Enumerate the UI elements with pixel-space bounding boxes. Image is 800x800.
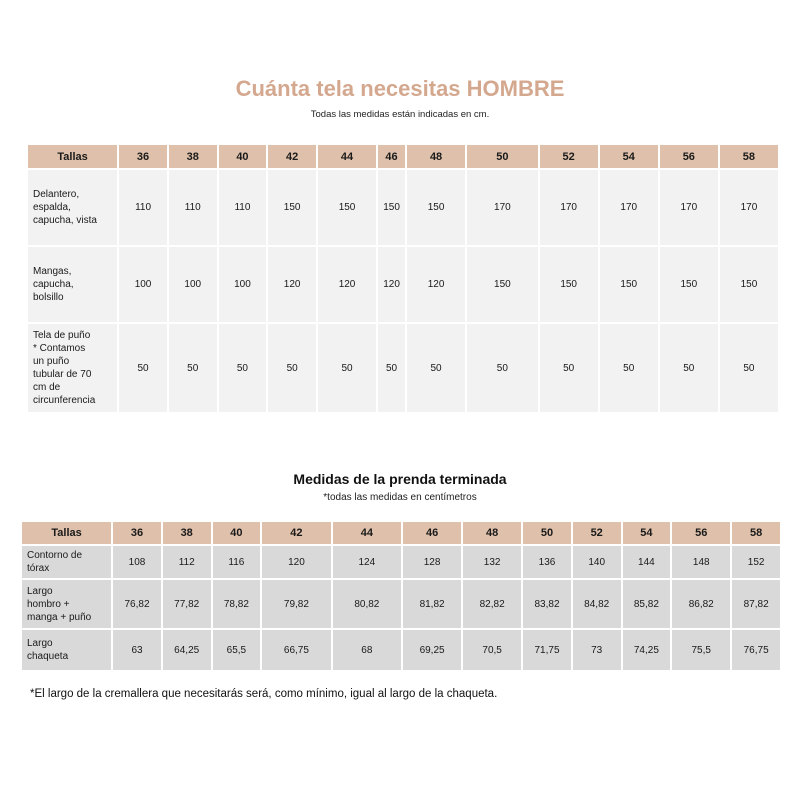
value-cell: 80,82 bbox=[333, 580, 401, 628]
row-label-line: bolsillo bbox=[33, 292, 64, 303]
value-cell: 124 bbox=[333, 546, 401, 578]
value-cell: 69,25 bbox=[403, 630, 461, 670]
value-cell: 74,25 bbox=[623, 630, 671, 670]
value-cell: 136 bbox=[523, 546, 571, 578]
row-label-line: Delantero, bbox=[33, 189, 80, 200]
value-cell: 77,82 bbox=[163, 580, 211, 628]
size-header-cell: 58 bbox=[732, 522, 780, 544]
value-cell: 110 bbox=[169, 170, 217, 245]
value-cell: 81,82 bbox=[403, 580, 461, 628]
value-cell: 148 bbox=[672, 546, 730, 578]
value-cell: 75,5 bbox=[672, 630, 730, 670]
size-header-cell: 50 bbox=[467, 145, 538, 168]
size-header-cell: 44 bbox=[318, 145, 376, 168]
table-header-row bbox=[22, 522, 780, 544]
size-header-cell: 44 bbox=[333, 522, 401, 544]
table-row bbox=[22, 546, 780, 578]
value-cell: 50 bbox=[169, 324, 217, 412]
value-cell: 50 bbox=[540, 324, 598, 412]
value-cell: 82,82 bbox=[463, 580, 521, 628]
table-row bbox=[28, 324, 778, 412]
row-label-line: manga + puño bbox=[27, 611, 92, 623]
row-label-line: Largo bbox=[27, 638, 53, 649]
section-subtitle: *todas las medidas en centímetros bbox=[323, 492, 477, 503]
row-label-line: Mangas, bbox=[33, 266, 72, 277]
value-cell: 110 bbox=[219, 170, 267, 245]
row-label-line: tubular de 70 bbox=[33, 369, 92, 380]
size-header-cell: 36 bbox=[113, 522, 161, 544]
value-cell: 70,5 bbox=[463, 630, 521, 670]
header-cell-tallas: Tallas bbox=[22, 522, 111, 544]
value-cell: 170 bbox=[720, 170, 778, 245]
value-cell: 120 bbox=[407, 247, 465, 322]
value-cell: 150 bbox=[407, 170, 465, 245]
value-cell: 120 bbox=[318, 247, 376, 322]
value-cell: 50 bbox=[219, 324, 267, 412]
row-label-line: * Contamos bbox=[33, 343, 86, 354]
value-cell: 144 bbox=[623, 546, 671, 578]
value-cell: 150 bbox=[720, 247, 778, 322]
value-cell: 76,82 bbox=[113, 580, 161, 628]
value-cell: 100 bbox=[219, 247, 267, 322]
size-header-cell: 46 bbox=[403, 522, 461, 544]
value-cell: 50 bbox=[720, 324, 778, 412]
value-cell: 63 bbox=[113, 630, 161, 670]
row-label bbox=[28, 247, 117, 322]
row-label-line: Largo bbox=[27, 585, 53, 597]
row-label-line: circunferencia bbox=[33, 395, 96, 406]
size-header-cell: 40 bbox=[213, 522, 261, 544]
table-row bbox=[28, 170, 778, 245]
value-cell: 78,82 bbox=[213, 580, 261, 628]
value-cell: 50 bbox=[660, 324, 718, 412]
row-label bbox=[22, 546, 111, 578]
value-cell: 170 bbox=[600, 170, 658, 245]
value-cell: 100 bbox=[169, 247, 217, 322]
value-cell: 76,75 bbox=[732, 630, 780, 670]
value-cell: 150 bbox=[268, 170, 316, 245]
finished-garment-table bbox=[20, 520, 782, 672]
size-header-cell: 50 bbox=[523, 522, 571, 544]
value-cell: 170 bbox=[467, 170, 538, 245]
value-cell: 50 bbox=[467, 324, 538, 412]
value-cell: 50 bbox=[119, 324, 167, 412]
row-label bbox=[22, 630, 111, 670]
value-cell: 150 bbox=[378, 170, 405, 245]
row-label-line: un puño bbox=[33, 356, 70, 367]
row-label bbox=[28, 170, 117, 245]
value-cell: 120 bbox=[268, 247, 316, 322]
row-label-line: Contorno de bbox=[27, 550, 83, 561]
size-header-cell: 38 bbox=[163, 522, 211, 544]
table-row bbox=[22, 630, 780, 670]
value-cell: 50 bbox=[318, 324, 376, 412]
size-header-cell: 56 bbox=[660, 145, 718, 168]
size-header-cell: 42 bbox=[268, 145, 316, 168]
size-header-cell: 54 bbox=[600, 145, 658, 168]
row-label-line: capucha, bbox=[33, 279, 74, 290]
value-cell: 150 bbox=[600, 247, 658, 322]
value-cell: 50 bbox=[600, 324, 658, 412]
value-cell: 87,82 bbox=[732, 580, 780, 628]
value-cell: 71,75 bbox=[523, 630, 571, 670]
value-cell: 79,82 bbox=[262, 580, 330, 628]
value-cell: 65,5 bbox=[213, 630, 261, 670]
size-header-cell: 54 bbox=[623, 522, 671, 544]
row-label-line: cm de bbox=[33, 382, 61, 393]
value-cell: 86,82 bbox=[672, 580, 730, 628]
value-cell: 50 bbox=[268, 324, 316, 412]
size-header-cell: 48 bbox=[463, 522, 521, 544]
value-cell: 112 bbox=[163, 546, 211, 578]
page-subtitle: Todas las medidas están indicadas en cm. bbox=[310, 109, 490, 120]
size-header-cell: 58 bbox=[720, 145, 778, 168]
value-cell: 150 bbox=[467, 247, 538, 322]
value-cell: 68 bbox=[333, 630, 401, 670]
section-title: Medidas de la prenda terminada bbox=[293, 471, 507, 487]
row-label-line: chaqueta bbox=[27, 651, 69, 662]
row-label-line: capucha, vista bbox=[33, 215, 97, 226]
value-cell: 84,82 bbox=[573, 580, 621, 628]
value-cell: 140 bbox=[573, 546, 621, 578]
value-cell: 110 bbox=[119, 170, 167, 245]
footnote: *El largo de la cremallera que necesitarás será, como mínimo, igual al largo de la chaqueta. bbox=[30, 688, 498, 700]
size-header-cell: 46 bbox=[378, 145, 405, 168]
table-row bbox=[28, 247, 778, 322]
value-cell: 85,82 bbox=[623, 580, 671, 628]
value-cell: 50 bbox=[378, 324, 405, 412]
fabric-needed-table bbox=[26, 143, 780, 414]
size-header-cell: 42 bbox=[262, 522, 330, 544]
value-cell: 128 bbox=[403, 546, 461, 578]
value-cell: 100 bbox=[119, 247, 167, 322]
size-header-cell: 40 bbox=[219, 145, 267, 168]
value-cell: 64,25 bbox=[163, 630, 211, 670]
value-cell: 120 bbox=[378, 247, 405, 322]
row-label bbox=[22, 580, 111, 628]
table-row bbox=[22, 580, 780, 628]
value-cell: 150 bbox=[660, 247, 718, 322]
value-cell: 170 bbox=[660, 170, 718, 245]
row-label-line: Tela de puño bbox=[33, 330, 91, 341]
value-cell: 108 bbox=[113, 546, 161, 578]
table-header-row bbox=[28, 145, 778, 168]
value-cell: 152 bbox=[732, 546, 780, 578]
row-label bbox=[28, 324, 117, 412]
row-label-line: espalda, bbox=[33, 202, 71, 213]
page-title: Cuánta tela necesitas HOMBRE bbox=[235, 76, 565, 101]
value-cell: 132 bbox=[463, 546, 521, 578]
size-header-cell: 52 bbox=[573, 522, 621, 544]
size-header-cell: 52 bbox=[540, 145, 598, 168]
row-label-line: hombro + bbox=[27, 598, 70, 610]
value-cell: 116 bbox=[213, 546, 261, 578]
value-cell: 150 bbox=[318, 170, 376, 245]
value-cell: 120 bbox=[262, 546, 330, 578]
header-cell-tallas: Tallas bbox=[28, 145, 117, 168]
row-label-line: tórax bbox=[27, 563, 50, 574]
size-header-cell: 38 bbox=[169, 145, 217, 168]
value-cell: 150 bbox=[540, 247, 598, 322]
value-cell: 73 bbox=[573, 630, 621, 670]
value-cell: 50 bbox=[407, 324, 465, 412]
size-header-cell: 36 bbox=[119, 145, 167, 168]
value-cell: 83,82 bbox=[523, 580, 571, 628]
value-cell: 66,75 bbox=[262, 630, 330, 670]
size-header-cell: 48 bbox=[407, 145, 465, 168]
value-cell: 170 bbox=[540, 170, 598, 245]
size-header-cell: 56 bbox=[672, 522, 730, 544]
